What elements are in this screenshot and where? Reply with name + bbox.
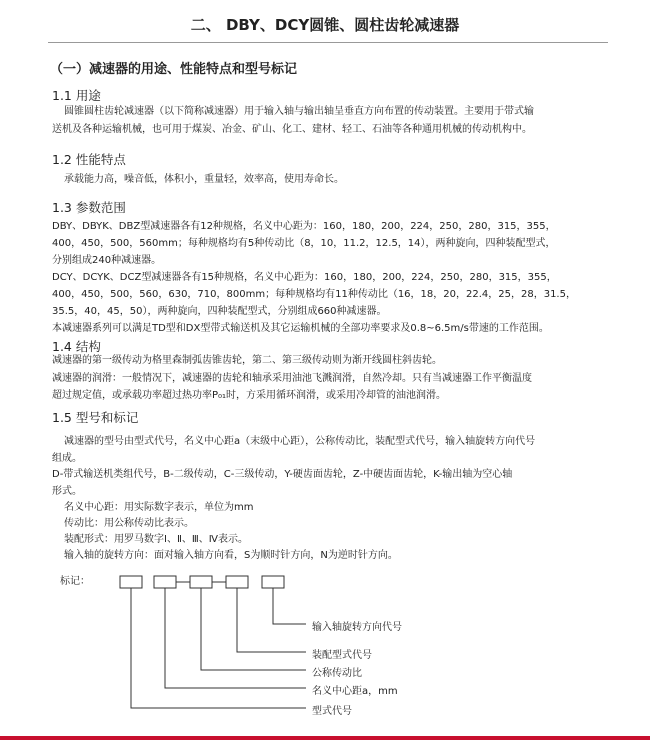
label-type-code: 型式代号	[312, 706, 352, 717]
para-1-5-line-6: 传动比：用公称传动比表示。	[64, 518, 194, 529]
box-ratio	[190, 576, 212, 588]
box-center-distance	[154, 576, 176, 588]
heading-1-5: 1.5 型号和标记	[52, 410, 139, 425]
box-assembly	[226, 576, 248, 588]
box-rotation	[262, 576, 284, 588]
marking-diagram	[60, 572, 540, 722]
heading-1-1: 1.1 用途	[52, 88, 101, 103]
para-1-1-line-2: 送机及各种运输机械，也可用于煤炭、冶金、矿山、化工、建材、轻工、石油等各种通用机械的传动机构中。	[52, 124, 532, 135]
para-1-5-line-2: 组成。	[52, 453, 82, 464]
para-1-3-line-5: 400，450，500，560，630，710，800mm；每种规格均有11种传动比（16，18，20，22.4，25，28，31.5，	[52, 289, 576, 300]
label-center-distance: 名义中心距a，mm	[312, 686, 398, 697]
para-1-3-line-2: 400，450，500，560mm；每种规格均有5种传动比（8，10，11.2，12.5，14），两种旋向，四种装配型式，	[52, 238, 556, 249]
para-1-5-line-4: 形式。	[52, 486, 82, 497]
title-divider	[48, 42, 608, 43]
para-1-1-line-1: 圆锥圆柱齿轮减速器（以下简称减速器）用于输入轴与输出轴呈垂直方向布置的传动装置。主要用于带式输	[64, 106, 534, 117]
para-1-4-line-2: 减速器的润滑：一般情况下，减速器的齿轮和轴承采用油池飞溅润滑，自然冷却。只有当减速器工作平衡温度	[52, 373, 532, 384]
para-1-3-line-3: 分别组成240种减速器。	[52, 255, 162, 266]
para-1-4-line-1: 减速器的第一级传动为格里森制弧齿锥齿轮，第二、第三级传动则为渐开线圆柱斜齿轮。	[52, 355, 442, 366]
para-1-3-line-4: DCY、DCYK、DCZ型减速器各有15种规格，名义中心距为：160，180，200，224，250，280，315，355，	[52, 272, 557, 283]
para-1-5-line-8: 输入轴的旋转方向：面对输入轴方向看，S为顺时针方向，N为逆时针方向。	[64, 550, 398, 561]
para-1-3-line-7: 本减速器系列可以满足TD型和DX型带式输送机及其它运输机械的全部功率要求及0.8~6.5m/s带速的工作范围。	[52, 323, 549, 334]
marker-label: 标记：	[60, 576, 90, 587]
section-heading-1: （一）减速器的用途、性能特点和型号标记	[50, 62, 298, 77]
bottom-accent-bar	[0, 736, 650, 740]
marking-diagram-lines	[60, 572, 540, 722]
para-1-5-line-3: D-带式输送机类组代号，B-二级传动，C-三级传动，Y-硬齿面齿轮，Z-中硬齿面齿轮，K-输出轴为空心轴	[52, 469, 513, 480]
label-rotation-code: 输入轴旋转方向代号	[312, 622, 402, 633]
para-1-2-line-1: 承载能力高，噪音低，体积小，重量轻，效率高，使用寿命长。	[64, 174, 344, 185]
para-1-5-line-5: 名义中心距：用实际数字表示，单位为mm	[64, 502, 254, 513]
heading-1-3: 1.3 参数范围	[52, 200, 126, 215]
label-assembly-code: 装配型式代号	[312, 650, 372, 661]
para-1-4-line-3: 超过规定值，或承载功率超过热功率P₀₁时，方采用循环润滑，或采用冷却管的油池润滑。	[52, 390, 447, 401]
box-type-code	[120, 576, 142, 588]
page-title: 二、 DBY、DCY圆锥、圆柱齿轮减速器	[190, 16, 460, 34]
para-1-5-line-1: 减速器的型号由型式代号，名义中心距a（末级中心距），公称传动比，装配型式代号，输入轴旋转方向代号	[64, 436, 536, 447]
para-1-3-line-6: 35.5，40，45，50），两种旋向，四种装配型式，分别组成660种减速器。	[52, 306, 387, 317]
para-1-5-line-7: 装配形式：用罗马数字Ⅰ、Ⅱ、Ⅲ、Ⅳ表示。	[64, 534, 248, 545]
label-ratio: 公称传动比	[312, 668, 362, 679]
heading-1-4: 1.4 结构	[52, 339, 101, 354]
heading-1-2: 1.2 性能特点	[52, 152, 126, 167]
para-1-3-line-1: DBY、DBYK、DBZ型减速器各有12种规格，名义中心距为：160，180，200，224，250，280，315，355，	[52, 221, 556, 232]
